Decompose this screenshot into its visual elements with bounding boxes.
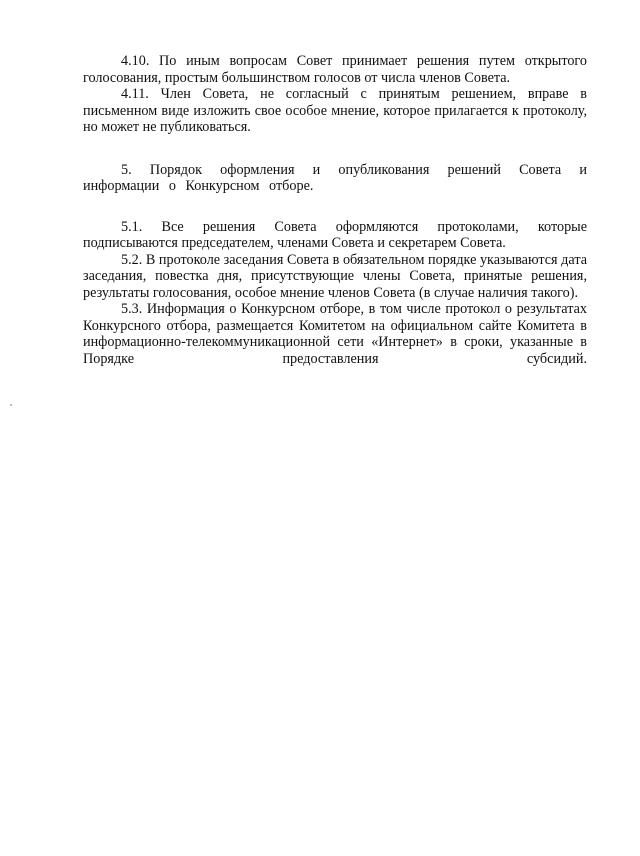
paragraph-4-11: 4.11. Член Совета, не согласный с принятым решением, вправе в письменном виде изложить свое особое мнение, которое прилагается к протоколу, но может не публиковаться. (83, 86, 587, 135)
paragraph-4-10: 4.10. По иным вопросам Совет принимает решения путем открытого голосования, простым большинством голосов от числа членов Совета. (83, 53, 587, 86)
paragraph-spacer (83, 195, 587, 219)
paragraph-5-1: 5.1. Все решения Совета оформляются протоколами, которые подписываются председателем, членами Совета и секретарем Совета. (83, 218, 587, 251)
paragraph-5-2: 5.2. В протоколе заседания Совета в обязательном порядке указываются дата заседания, повестка дня, присутствующие члены Совета, принятые решения, результаты голосования, особое мнение членов Совета (в случае наличия такого). (83, 251, 587, 301)
document-body (83, 53, 587, 367)
paragraph-spacer (83, 136, 587, 162)
scan-artifact (10, 404, 12, 406)
section-heading-5: 5. Порядок оформления и опубликования решений Совета и информации о Конкурсном отборе. (83, 161, 587, 194)
paragraph-5-3: 5.3. Информация о Конкурсном отборе, в том числе протокол о результатах Конкурсного отбора, размещается Комитетом на официальном сайте Комитета в информационно-телекоммуникационной сети «Интернет» в сроки, указанные в Порядке предоставления субсидий. (83, 301, 587, 367)
